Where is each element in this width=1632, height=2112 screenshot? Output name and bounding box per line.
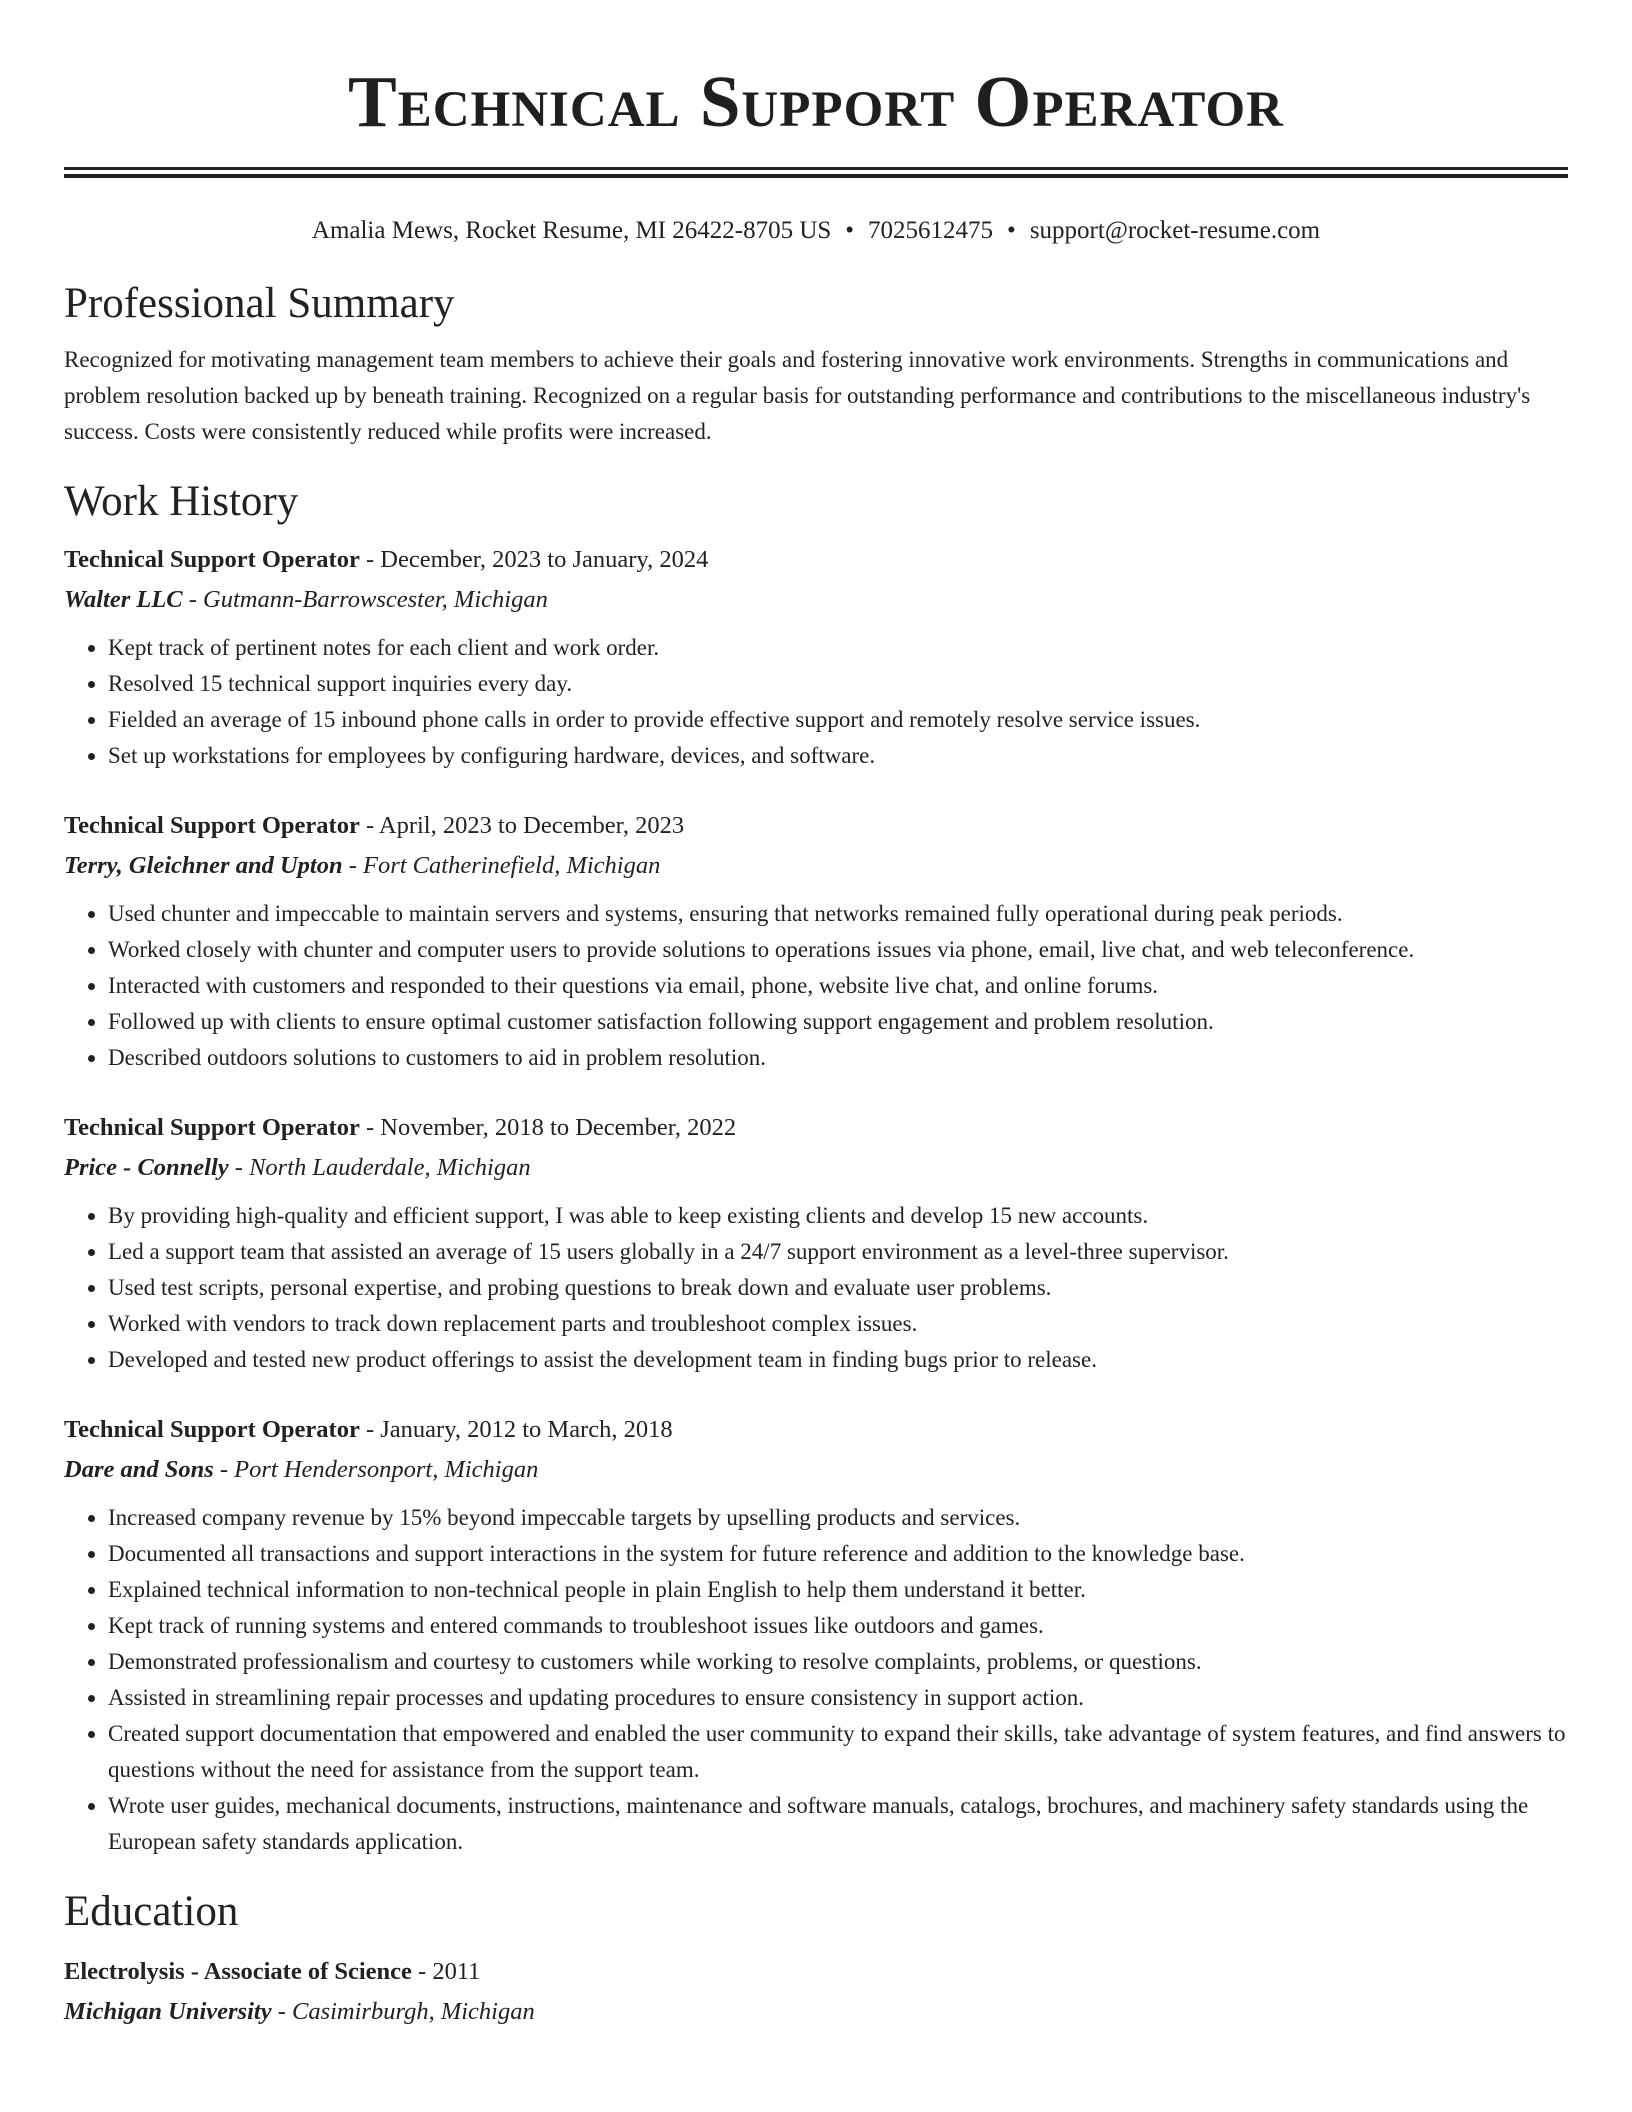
- degree-year: - 2011: [411, 1958, 481, 1985]
- job-bullet: • Led a support team that assisted an average of 15 users globally in a 24/7 support environment as a level-three supervisor.: [108, 1234, 1568, 1270]
- job-title-line: [64, 1410, 1568, 1450]
- school-line: [64, 1992, 1568, 2032]
- job-title: Technical Support Operator: [64, 546, 360, 573]
- job-bullets: [64, 1198, 1568, 1378]
- education-heading: Education: [64, 1888, 239, 1935]
- company-line: [64, 580, 1568, 620]
- job-entry: [64, 806, 1568, 1076]
- job-dates: - December, 2023 to January, 2024: [359, 546, 709, 573]
- job-bullet: • Developed and tested new product offerings to assist the development team in finding bugs prior to release.: [108, 1342, 1568, 1378]
- job-bullet: • Demonstrated professionalism and courtesy to customers while working to resolve complaints, problems, or questions.: [108, 1644, 1568, 1680]
- degree-name: Electrolysis - Associate of Science: [64, 1958, 412, 1985]
- company-name: Price - Connelly: [64, 1154, 229, 1181]
- job-bullet: • Fielded an average of 15 inbound phone calls in order to provide effective support and remotely resolve service issues.: [108, 702, 1568, 738]
- degree-line: [64, 1952, 1568, 1992]
- job-title-line: [64, 806, 1568, 846]
- job-bullet: • Used test scripts, personal expertise, and probing questions to break down and evaluate user problems.: [108, 1270, 1568, 1306]
- job-title-line: [64, 540, 1568, 580]
- job-dates: - January, 2012 to March, 2018: [359, 1416, 673, 1443]
- job-bullet: • Worked with vendors to track down replacement parts and troubleshoot complex issues.: [108, 1306, 1568, 1342]
- job-bullet: • By providing high-quality and efficient support, I was able to keep existing clients and develop 15 new accounts.: [108, 1198, 1568, 1234]
- job-bullet: • Created support documentation that empowered and enabled the user community to expand their skills, take advantage of system features, and find answers to questions without the need for assistance from the support team.: [108, 1716, 1568, 1788]
- title-divider: [64, 167, 1568, 178]
- job-bullet: • Wrote user guides, mechanical documents, instructions, maintenance and software manuals, catalogs, brochures, and machinery safety standards using the European safety standards application.: [108, 1788, 1568, 1860]
- contact-email: support@rocket-resume.com: [1029, 217, 1321, 244]
- company-line: [64, 1450, 1568, 1490]
- job-bullet: • Worked closely with chunter and computer users to provide solutions to operations issues via phone, email, live chat, and web teleconference.: [108, 932, 1568, 968]
- job-bullet: • Set up workstations for employees by configuring hardware, devices, and software.: [108, 738, 1568, 774]
- job-bullets: [64, 896, 1568, 1076]
- school-location: - Casimirburgh, Michigan: [271, 1998, 535, 2025]
- job-bullets: [64, 630, 1568, 774]
- company-location: - Fort Catherinefield, Michigan: [342, 852, 661, 879]
- company-name: Walter LLC: [64, 586, 183, 613]
- company-line: [64, 846, 1568, 886]
- contact-phone: 7025612475: [868, 217, 994, 244]
- job-title: Technical Support Operator: [64, 812, 360, 839]
- company-name: Terry, Gleichner and Upton: [64, 852, 343, 879]
- company-line: [64, 1148, 1568, 1188]
- job-title-line: [64, 1108, 1568, 1148]
- education-entry: [64, 1952, 1568, 2032]
- contact-separator: •: [845, 217, 855, 244]
- job-bullet: • Explained technical information to non-technical people in plain English to help them understand it better.: [108, 1572, 1568, 1608]
- job-bullet: • Kept track of pertinent notes for each client and work order.: [108, 630, 1568, 666]
- job-dates: - November, 2018 to December, 2022: [359, 1114, 737, 1141]
- job-bullet: • Used chunter and impeccable to maintain servers and systems, ensuring that networks remained fully operational during peak periods.: [108, 896, 1568, 932]
- school-name: Michigan University: [64, 1998, 272, 2025]
- job-bullet: • Increased company revenue by 15% beyond impeccable targets by upselling products and services.: [108, 1500, 1568, 1536]
- job-bullet: • Described outdoors solutions to customers to aid in problem resolution.: [108, 1040, 1568, 1076]
- job-entry: [64, 1108, 1568, 1378]
- resume-title: Technical Support Operator: [348, 61, 1284, 142]
- job-title: Technical Support Operator: [64, 1114, 360, 1141]
- job-bullets: [64, 1500, 1568, 1860]
- company-location: - Gutmann-Barrowscester, Michigan: [182, 586, 548, 613]
- company-location: - Port Hendersonport, Michigan: [213, 1456, 539, 1483]
- job-bullet: • Followed up with clients to ensure optimal customer satisfaction following support engagement and problem resolution.: [108, 1004, 1568, 1040]
- job-bullet: • Resolved 15 technical support inquiries every day.: [108, 666, 1568, 702]
- job-entry: [64, 540, 1568, 774]
- job-bullet: • Interacted with customers and responded to their questions via email, phone, website live chat, and online forums.: [108, 968, 1568, 1004]
- work-history-heading: Work History: [64, 478, 299, 525]
- company-name: Dare and Sons: [64, 1456, 214, 1483]
- summary-text: Recognized for motivating management team members to achieve their goals and fostering innovative work environments. Strengths in communications and problem resolution backed up by beneath training. Recognized on a regular basis for outstanding performance and contributions to the miscellaneous industry's success. Costs were consistently reduced while profits were increased.: [64, 347, 1531, 444]
- job-title: Technical Support Operator: [64, 1416, 360, 1443]
- contact-separator: •: [1007, 217, 1016, 244]
- job-dates: - April, 2023 to December, 2023: [359, 812, 685, 839]
- job-bullet: • Assisted in streamlining repair processes and updating procedures to ensure consistency in support action.: [108, 1680, 1568, 1716]
- contact-line: [64, 214, 1568, 248]
- contact-address: Amalia Mews, Rocket Resume, MI 26422-8705 US: [311, 217, 832, 244]
- job-bullet: • Documented all transactions and support interactions in the system for future reference and addition to the knowledge base.: [108, 1536, 1568, 1572]
- job-bullet: • Kept track of running systems and entered commands to troubleshoot issues like outdoors and games.: [108, 1608, 1568, 1644]
- summary-heading: Professional Summary: [64, 280, 455, 327]
- company-location: - North Lauderdale, Michigan: [228, 1154, 531, 1181]
- job-entry: [64, 1410, 1568, 1860]
